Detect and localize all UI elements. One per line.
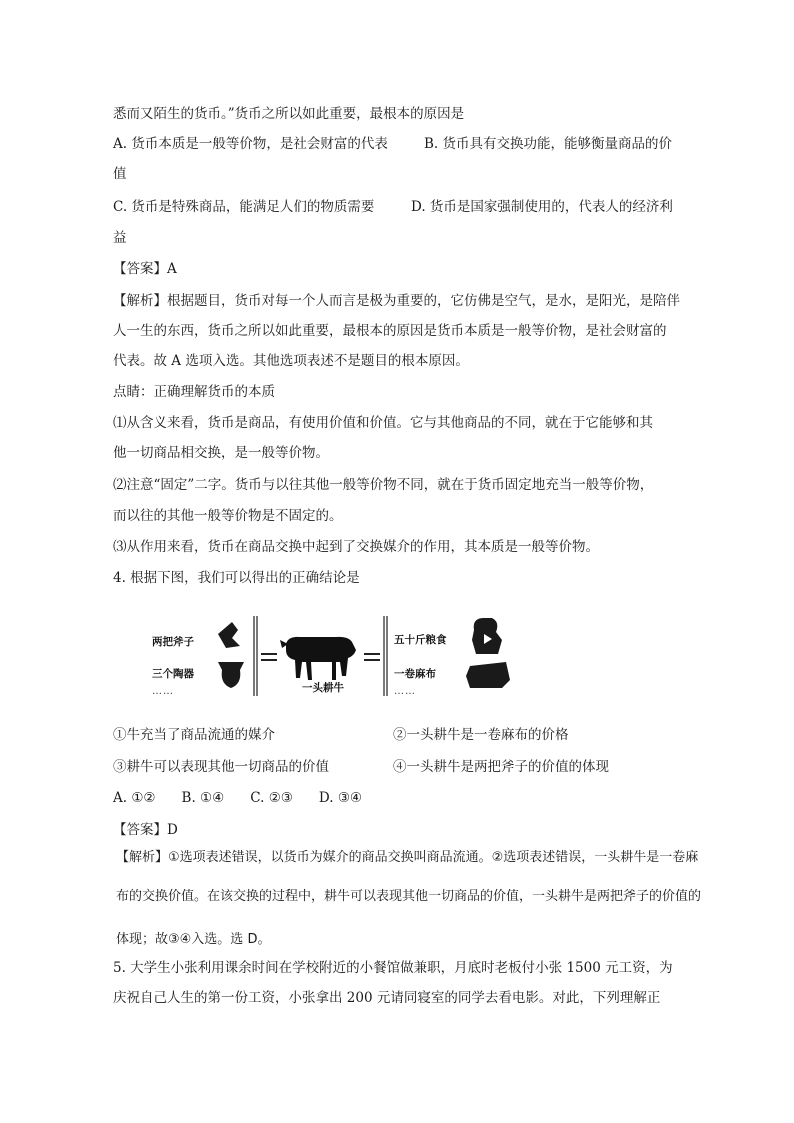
q4-analysis-line1: 【解析】①选项表述错误，以货币为媒介的商品交换叫商品流通。②选项表述错误，一头耕牛是一卷麻: [116, 850, 699, 865]
q4-item-3: ③耕牛可以表现其他一切商品的价值: [113, 759, 329, 775]
q3-option-b: B. 货币具有交换功能，能够衡量商品的价: [424, 136, 673, 152]
q5-line2: 庆祝自己人生的第一份工资，小张拿出 200 元请同寝室的同学去看电影。对此，下列理解正: [113, 990, 661, 1006]
q4-analysis-line3: 体现；故③④入选。选 D。: [116, 932, 271, 947]
q4-choice-d: D. ③④: [318, 790, 363, 806]
ellipsis-left: ……: [152, 686, 174, 697]
q3-answer: 【答案】A: [113, 261, 177, 277]
ox-icon: [280, 637, 356, 680]
q4-item-1: ①牛充当了商品流通的媒介: [113, 727, 275, 743]
exchange-figure-graphics: [140, 604, 550, 704]
cloth-roll-icon: [466, 662, 510, 688]
q3-option-d: D. 货币是国家强制使用的，代表人的经济利: [411, 199, 673, 215]
q4-stem: 4. 根据下图，我们可以得出的正确结论是: [113, 570, 360, 586]
q3-tip-title: 点睛：正确理解货币的本质: [113, 384, 275, 400]
q4-choices: [113, 788, 388, 808]
q3-tip-2a: ⑵注意“固定”二字。货币与以往其他一般等价物不同，就在于货币固定地充当一般等价物，: [113, 477, 654, 493]
q4-item-4: ④一头耕牛是两把斧子的价值的体现: [393, 759, 609, 775]
q3-tip-3: ⑶从作用来看，货币在商品交换中起到了交换媒介的作用，其本质是一般等价物。: [113, 539, 599, 555]
q4-analysis-line2: 布的交换价值。在该交换的过程中，耕牛可以表现其他一切商品的价值，一头耕牛是两把斧子的价值的: [116, 889, 702, 904]
q5-line1: 5. 大学生小张利用课余时间在学校附近的小餐馆做兼职，月底时老板付小张 1500 元工资，为: [113, 960, 673, 976]
exchange-figure: [140, 604, 550, 704]
pottery-icon: [218, 662, 244, 688]
q3-tip-1b: 他一切商品相交换，是一般等价物。: [113, 445, 329, 461]
q3-analysis-line3: 代表。故 A 选项入选。其他选项表述不是题目的根本原因。: [113, 353, 469, 369]
label-one-roll-cloth: 一卷麻布: [394, 668, 436, 680]
q3-option-b-cont: 值: [113, 166, 127, 182]
grain-icon: [472, 618, 502, 654]
q3-stem-end: 悉而又陌生的货币。”货币之所以如此重要，最根本的原因是: [113, 106, 465, 122]
left-bracket: [254, 616, 257, 696]
q4-item-2: ②一头耕牛是一卷麻布的价格: [393, 727, 569, 743]
label-one-ox: 一头耕牛: [302, 682, 344, 694]
q4-choice-c: C. ②③: [250, 790, 293, 806]
q3-option-a: A. 货币本质是一般等价物，是社会财富的代表: [113, 136, 388, 152]
equals-sign-right: [364, 654, 380, 660]
q3-option-c: C. 货币是特殊商品，能满足人们的物质需要: [113, 199, 375, 215]
q3-tip-2b: 而以往的其他一般等价物是不固定的。: [113, 508, 343, 524]
right-bracket: [384, 616, 387, 696]
q4-choice-b: B. ①④: [181, 790, 225, 806]
q4-choice-a: A. ①②: [113, 790, 156, 806]
axe-icon: [218, 622, 240, 648]
q4-answer: 【答案】D: [113, 822, 178, 838]
equals-sign-left: [261, 654, 277, 660]
q3-analysis-line2: 人一生的东西，货币之所以如此重要，最根本的原因是货币本质是一般等价物，是社会财富的: [113, 323, 667, 339]
q3-option-d-cont: 益: [113, 230, 127, 246]
ellipsis-right: ……: [394, 686, 416, 697]
label-three-pottery: 三个陶器: [152, 668, 194, 680]
q3-analysis-line1: 【解析】根据题目，货币对每一个人而言是极为重要的，它仿佛是空气，是水，是阳光，是陪伴: [113, 293, 680, 309]
label-two-axes: 两把斧子: [152, 636, 194, 648]
label-fifty-jin-grain: 五十斤粮食: [394, 634, 447, 646]
q3-tip-1a: ⑴从含义来看，货币是商品，有使用价值和价值。它与其他商品的不同，就在于它能够和其: [113, 415, 653, 431]
